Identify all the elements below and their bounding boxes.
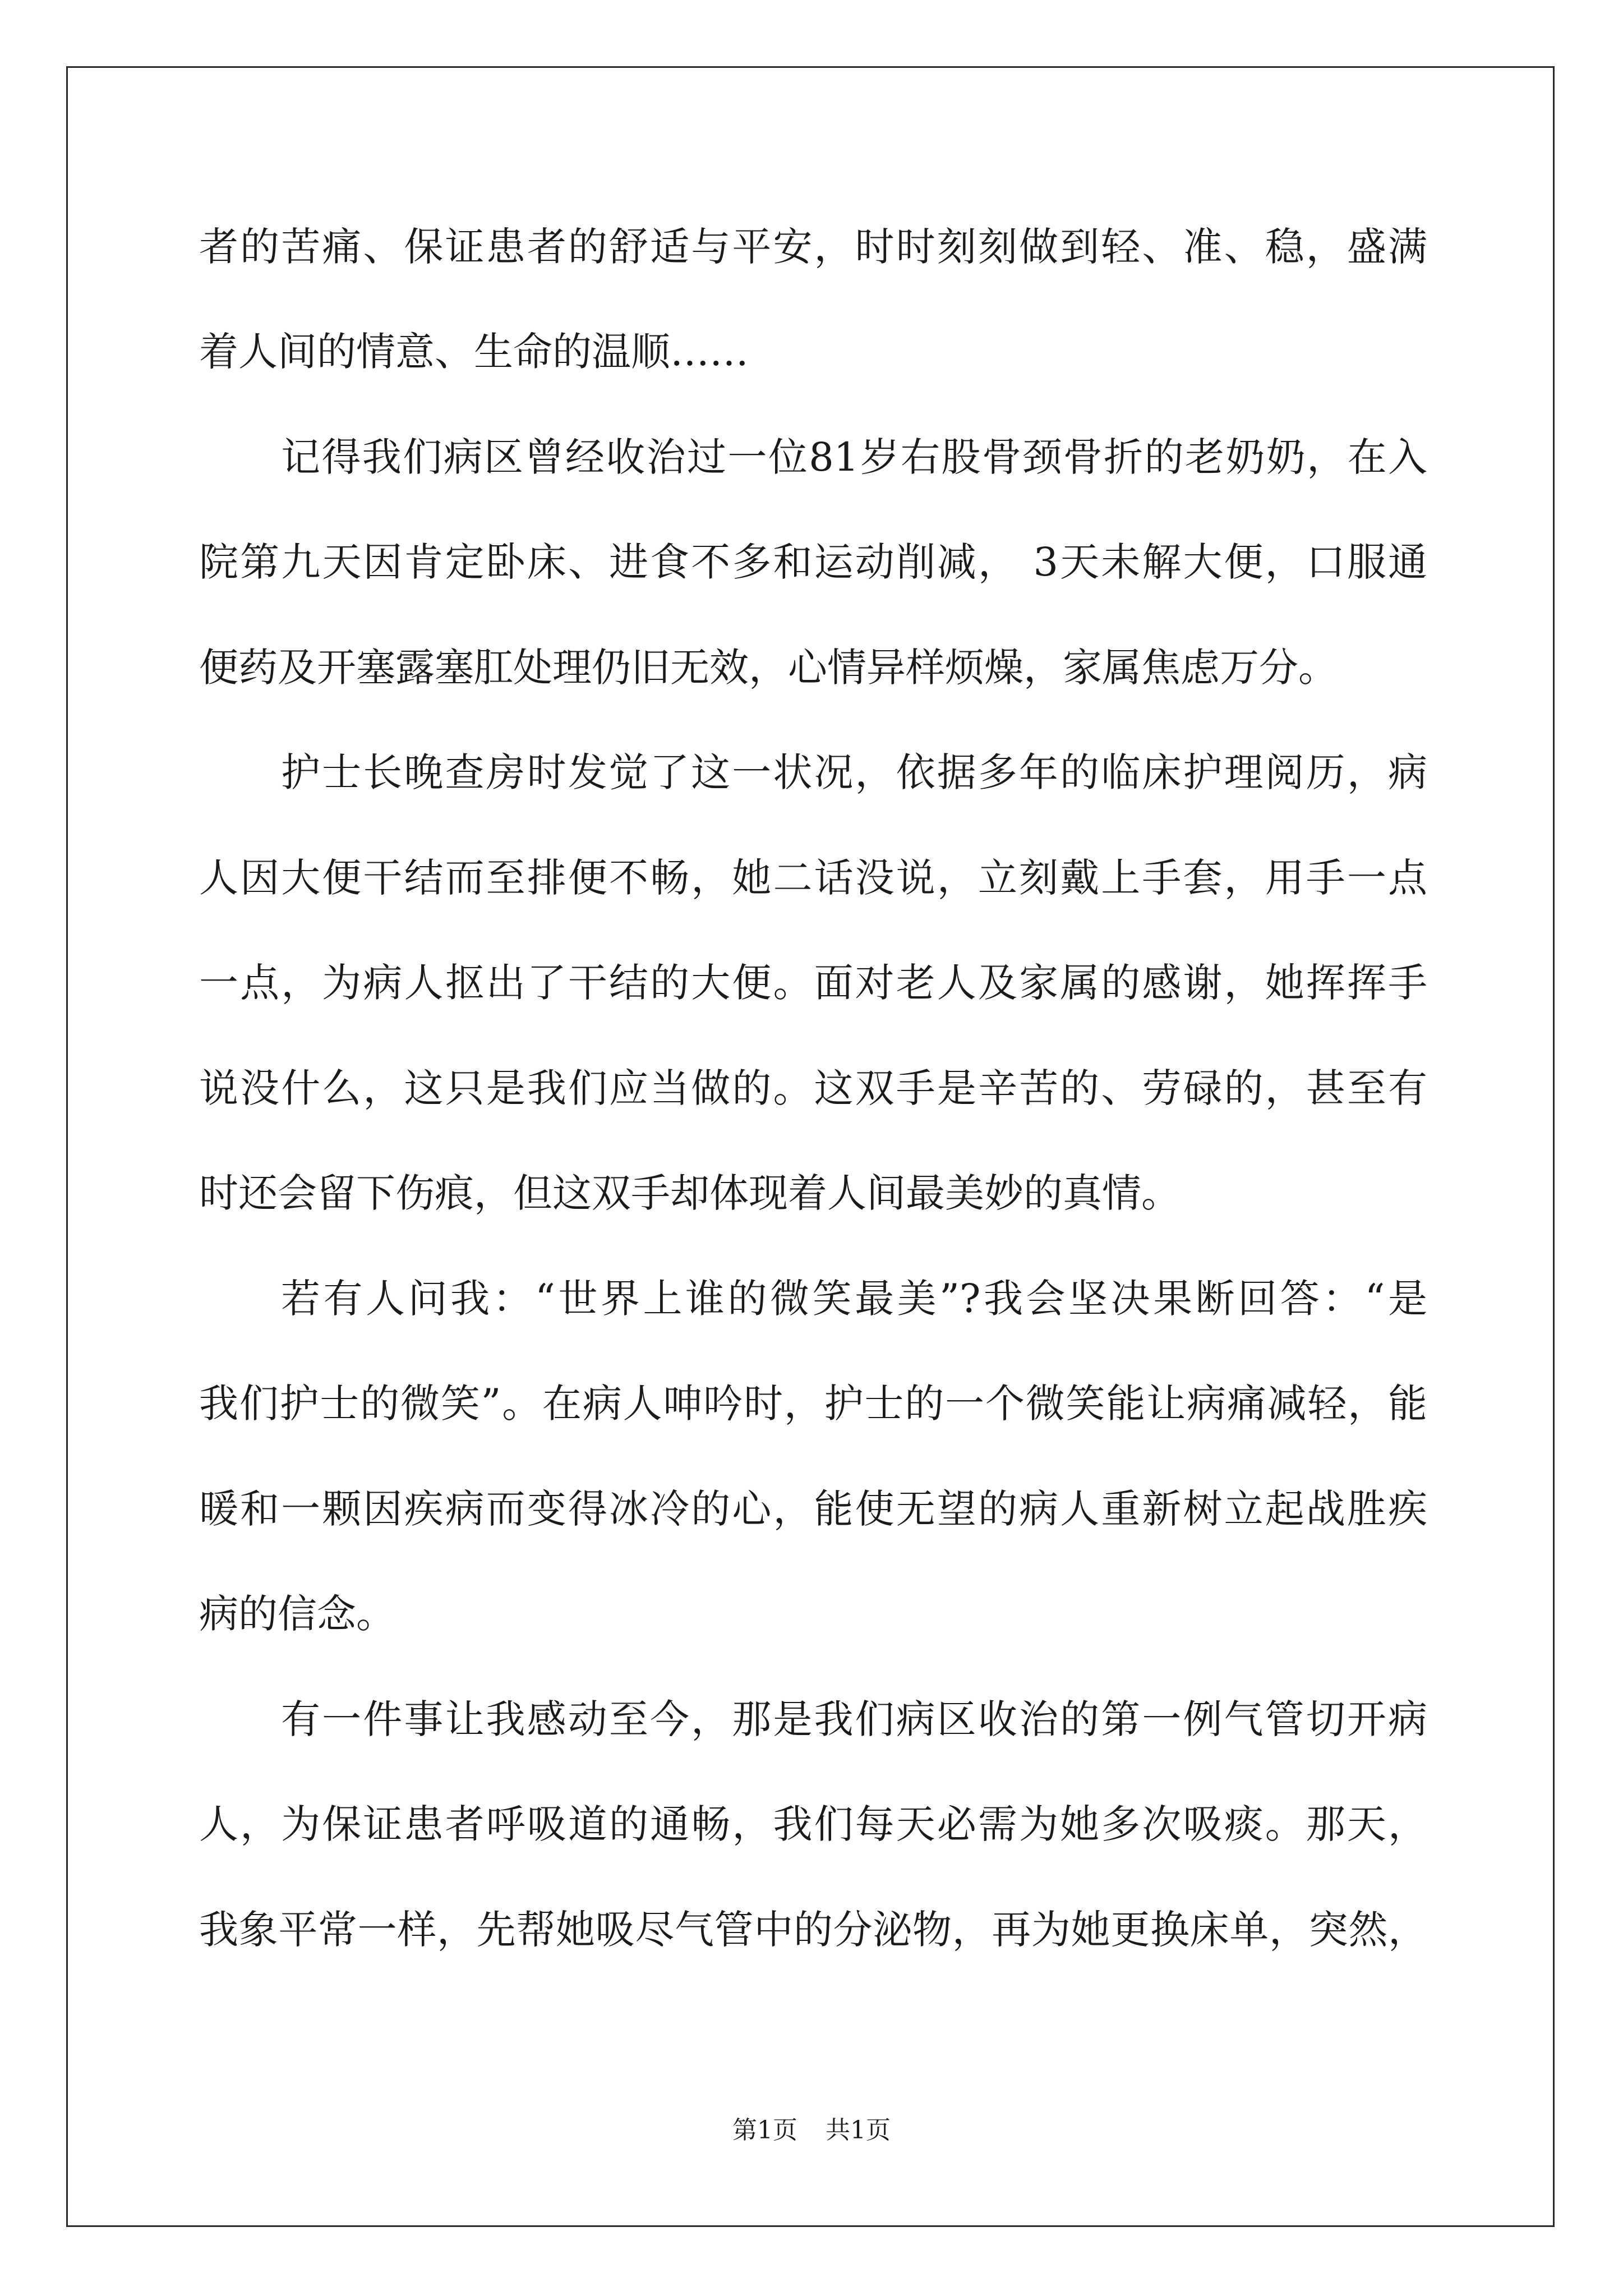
text-line: 便药及开塞露塞肛处理仍旧无效，心情异样烦燥，家属焦虑万分。: [199, 645, 1338, 691]
text-line: 病的信念。: [199, 1591, 395, 1637]
text-line: 一点，为病人抠出了干结的大便。面对老人及家属的感谢，她挥挥手: [199, 960, 1427, 1006]
text-line: 说没什么，这只是我们应当做的。这双手是辛苦的、劳碌的，甚至有: [199, 1065, 1427, 1111]
text-line: 暖和一颗因疾病而变得冰冷的心，能使无望的病人重新树立起战胜疾: [199, 1486, 1427, 1532]
text-line: 人因大便干结而至排便不畅，她二话没说，立刻戴上手套，用手一点: [199, 855, 1427, 901]
page-footer: [0, 2114, 1623, 2147]
page-total: 共1页: [826, 2116, 891, 2145]
text-line: 时还会留下伤痕，但这双手却体现着人间最美妙的真情。: [199, 1170, 1181, 1216]
paragraph-first-line: 护士长晚查房时发觉了这一状况，依据多年的临床护理阅历，病: [281, 749, 1427, 795]
text-line: 我象平常一样，先帮她吸尽气管中的分泌物，再为她更换床单，突然，: [199, 1907, 1427, 1953]
paragraph-first-line: 记得我们病区曾经收治过一位81岁右股骨颈骨折的老奶奶，在入: [281, 434, 1427, 480]
text-line: 人，为保证患者呼吸道的通畅，我们每天必需为她多次吸痰。那天，: [199, 1801, 1427, 1847]
text-line: 者的苦痛、保证患者的舒适与平安，时时刻刻做到轻、准、稳，盛满: [199, 224, 1427, 270]
page-number: 第1页: [732, 2116, 797, 2145]
paragraph-first-line: 有一件事让我感动至今，那是我们病区收治的第一例气管切开病: [281, 1696, 1427, 1742]
text-line: 我们护士的微笑”。在病人呻吟时，护士的一个微笑能让病痛减轻，能: [199, 1381, 1427, 1427]
text-line: 院第九天因肯定卧床、进食不多和运动削减， 3天未解大便，口服通: [199, 539, 1427, 585]
text-line: 着人间的情意、生命的温顺……: [199, 329, 749, 375]
paragraph-first-line: 若有人问我：“世界上谁的微笑最美”?我会坚决果断回答：“是: [281, 1276, 1427, 1322]
